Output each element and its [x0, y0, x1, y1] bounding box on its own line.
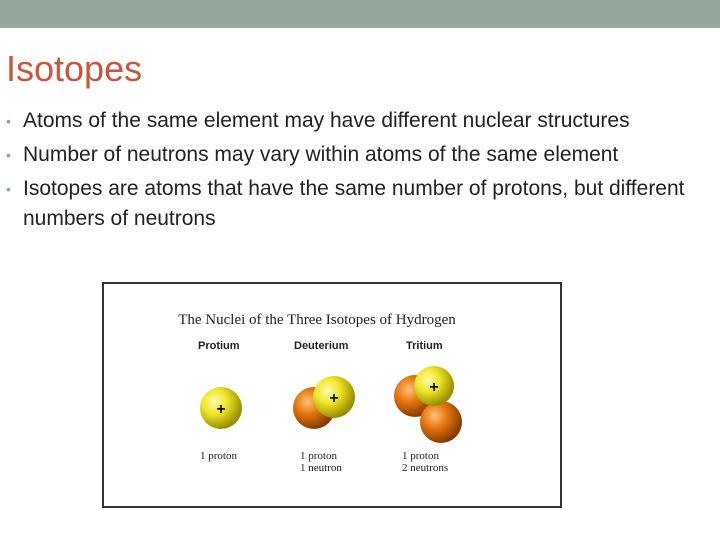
bullet-icon: •	[6, 113, 11, 129]
proton-plus-icon: +	[216, 401, 226, 418]
deuterium-nucleus	[293, 376, 355, 429]
figure-title: The Nuclei of the Three Isotopes of Hydrogen	[178, 312, 456, 328]
tritium-caption	[402, 450, 448, 474]
deuterium-caption	[300, 450, 342, 474]
deuterium-neutrons: 1 neutron	[300, 462, 342, 474]
bullet-item	[6, 140, 711, 170]
bullet-item	[6, 106, 711, 136]
isotope-label-tritium: Tritium	[406, 340, 443, 352]
deuterium-protons: 1 proton	[300, 450, 337, 462]
bullet-icon: •	[6, 147, 11, 163]
tritium-protons: 1 proton	[402, 450, 439, 462]
tritium-nucleus	[394, 366, 462, 443]
top-bar	[0, 0, 720, 28]
tritium-neutrons: 2 neutrons	[402, 462, 449, 474]
bullet-item	[6, 174, 711, 234]
bullet-text: Atoms of the same element may have different nuclear structures	[23, 109, 630, 132]
protium-protons: 1 proton	[200, 450, 237, 462]
protium-nucleus	[200, 387, 242, 429]
protium-caption	[200, 450, 237, 462]
isotope-label-deuterium: Deuterium	[294, 340, 349, 352]
bullet-list	[6, 106, 711, 238]
isotope-label-protium: Protium	[198, 340, 240, 352]
bullet-text: Number of neutrons may vary within atoms of the same element	[23, 143, 619, 166]
proton-plus-icon: +	[329, 390, 339, 407]
slide-title: Isotopes	[6, 48, 143, 89]
hydrogen-isotopes-figure	[102, 282, 562, 508]
bullet-text: Isotopes are atoms that have the same number of protons, but different numbers of neutrons	[23, 177, 685, 230]
proton-plus-icon: +	[429, 379, 439, 396]
bullet-icon: •	[6, 181, 11, 197]
neutron-sphere	[420, 401, 462, 443]
